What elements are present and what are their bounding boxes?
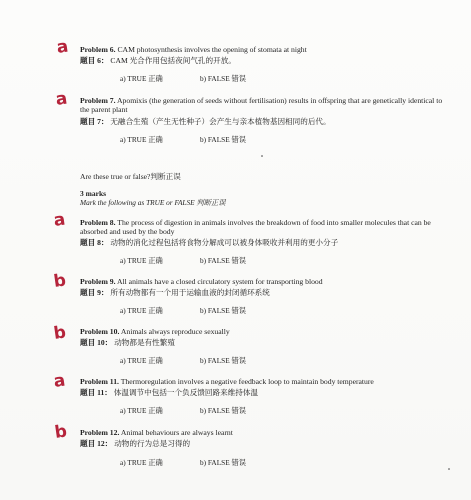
- problem-9-choice-a: a) TRUE 正确: [120, 306, 163, 315]
- handwritten-answer-problem-12: b: [53, 421, 69, 443]
- handwritten-answer-problem-8: a: [52, 209, 67, 231]
- problem-9-english-text: All animals have a closed circulatory system for transporting blood: [117, 277, 323, 286]
- handwritten-answer-problem-11: a: [52, 370, 67, 392]
- problem-12-number: Problem 12.: [80, 428, 120, 437]
- problem-6-english: [80, 45, 453, 54]
- problem-6-number: Problem 6.: [80, 45, 116, 54]
- problem-6-chinese: [80, 56, 453, 65]
- problem-9-chinese: [80, 288, 453, 297]
- handwritten-answer-problem-10: b: [52, 322, 68, 344]
- problem-11-english: [80, 377, 453, 386]
- problem-11-english-text: Thermoregulation involves a negative feedback loop to maintain body temperature: [120, 377, 374, 386]
- problem-10-english: [80, 327, 453, 336]
- problem-6-chinese-text: CAM 光合作用包括夜间气孔的开放。: [110, 56, 236, 65]
- problem-12-chinese: [80, 439, 453, 448]
- problem-6-choice-b: b) FALSE 错误: [200, 74, 247, 83]
- problem-12-chinese-text: 动物的行为总是习得的: [114, 439, 191, 448]
- problem-12-english-text: Animal behaviours are always learnt: [120, 428, 233, 437]
- problem-12-choice-b: b) FALSE 错误: [200, 458, 247, 467]
- problem-9-english: [80, 277, 453, 286]
- problem-9-chinese-label: 题目 9：: [80, 288, 109, 297]
- problem-8-chinese-text: 动物的消化过程包括将食物分解成可以被身体吸收并利用的更小分子: [110, 238, 339, 247]
- problem-7-choice-a: a) TRUE 正确: [120, 135, 163, 144]
- problem-7-chinese-label: 题目 7：: [80, 117, 109, 126]
- problem-11-chinese: [80, 388, 453, 397]
- problem-7-chinese-text: 无融合生殖（产生无性种子）会产生与亲本植物基因相同的后代。: [110, 117, 331, 126]
- problem-8-english-text: The process of digestion in animals involves the breakdown of food into smaller molecules that can be absorbed and used by the body: [80, 218, 431, 237]
- problem-8-choice-b: b) FALSE 错误: [200, 256, 247, 265]
- problem-10-chinese-text: 动物都是有性繁殖: [114, 338, 175, 347]
- scan-speck: [261, 155, 263, 157]
- problem-9-chinese-text: 所有动物都有一个用于运输血液的封闭循环系统: [110, 288, 270, 297]
- problem-10-choice-b: b) FALSE 错误: [200, 356, 247, 365]
- problem-7-chinese: [80, 117, 453, 126]
- problem-10-chinese-label: 题目 10：: [80, 338, 113, 347]
- problem-12-choice-a: a) TRUE 正确: [120, 458, 163, 467]
- problem-6-english-text: CAM photosynthesis involves the opening of stomata at night: [117, 45, 307, 54]
- problem-8-chinese: [80, 238, 453, 247]
- problem-10-number: Problem 10.: [80, 327, 120, 336]
- section-marks: 3 marks: [80, 189, 107, 198]
- problem-10-choice-a: a) TRUE 正确: [120, 356, 163, 365]
- problem-9-choice-b: b) FALSE 错误: [200, 306, 247, 315]
- problem-6-choice-a: a) TRUE 正确: [120, 74, 163, 83]
- problem-9-number: Problem 9.: [80, 277, 116, 286]
- problem-11-choice-b: b) FALSE 错误: [200, 406, 247, 415]
- problem-7-choice-b: b) FALSE 错误: [200, 135, 247, 144]
- problem-11-choice-a: a) TRUE 正确: [120, 406, 163, 415]
- handwritten-answer-problem-9: b: [52, 270, 68, 292]
- problem-6-chinese-label: 题目 6：: [80, 56, 109, 65]
- problem-12-english: [80, 428, 453, 437]
- problem-8-choice-a: a) TRUE 正确: [120, 256, 163, 265]
- problem-10-english-text: Animals always reproduce sexually: [120, 327, 230, 336]
- handwritten-answer-problem-6: a: [55, 36, 70, 58]
- problem-12-chinese-label: 题目 12：: [80, 439, 113, 448]
- section-question: Are these true or false?判断正误: [80, 172, 181, 181]
- problem-7-english-text: Apomixis (the generation of seeds without fertilisation) results in offspring that are genetically identical to the parent plant: [80, 96, 443, 115]
- problem-8-number: Problem 8.: [80, 218, 116, 227]
- handwritten-answer-problem-7: a: [54, 88, 69, 110]
- section-instruction: Mark the following as TRUE or FALSE 判断正误: [80, 198, 226, 207]
- scan-speck: [448, 468, 450, 470]
- problem-11-chinese-text: 体温调节中包括一个负反馈回路来维持体温: [113, 388, 259, 397]
- problem-11-chinese-label: 题目 11：: [80, 388, 112, 397]
- problem-8-chinese-label: 题目 8：: [80, 238, 109, 247]
- problem-7-english: [80, 96, 453, 115]
- problem-10-chinese: [80, 338, 453, 347]
- problem-7-number: Problem 7.: [80, 96, 116, 105]
- problem-11-number: Problem 11.: [80, 377, 119, 386]
- problem-8-english: [80, 218, 453, 237]
